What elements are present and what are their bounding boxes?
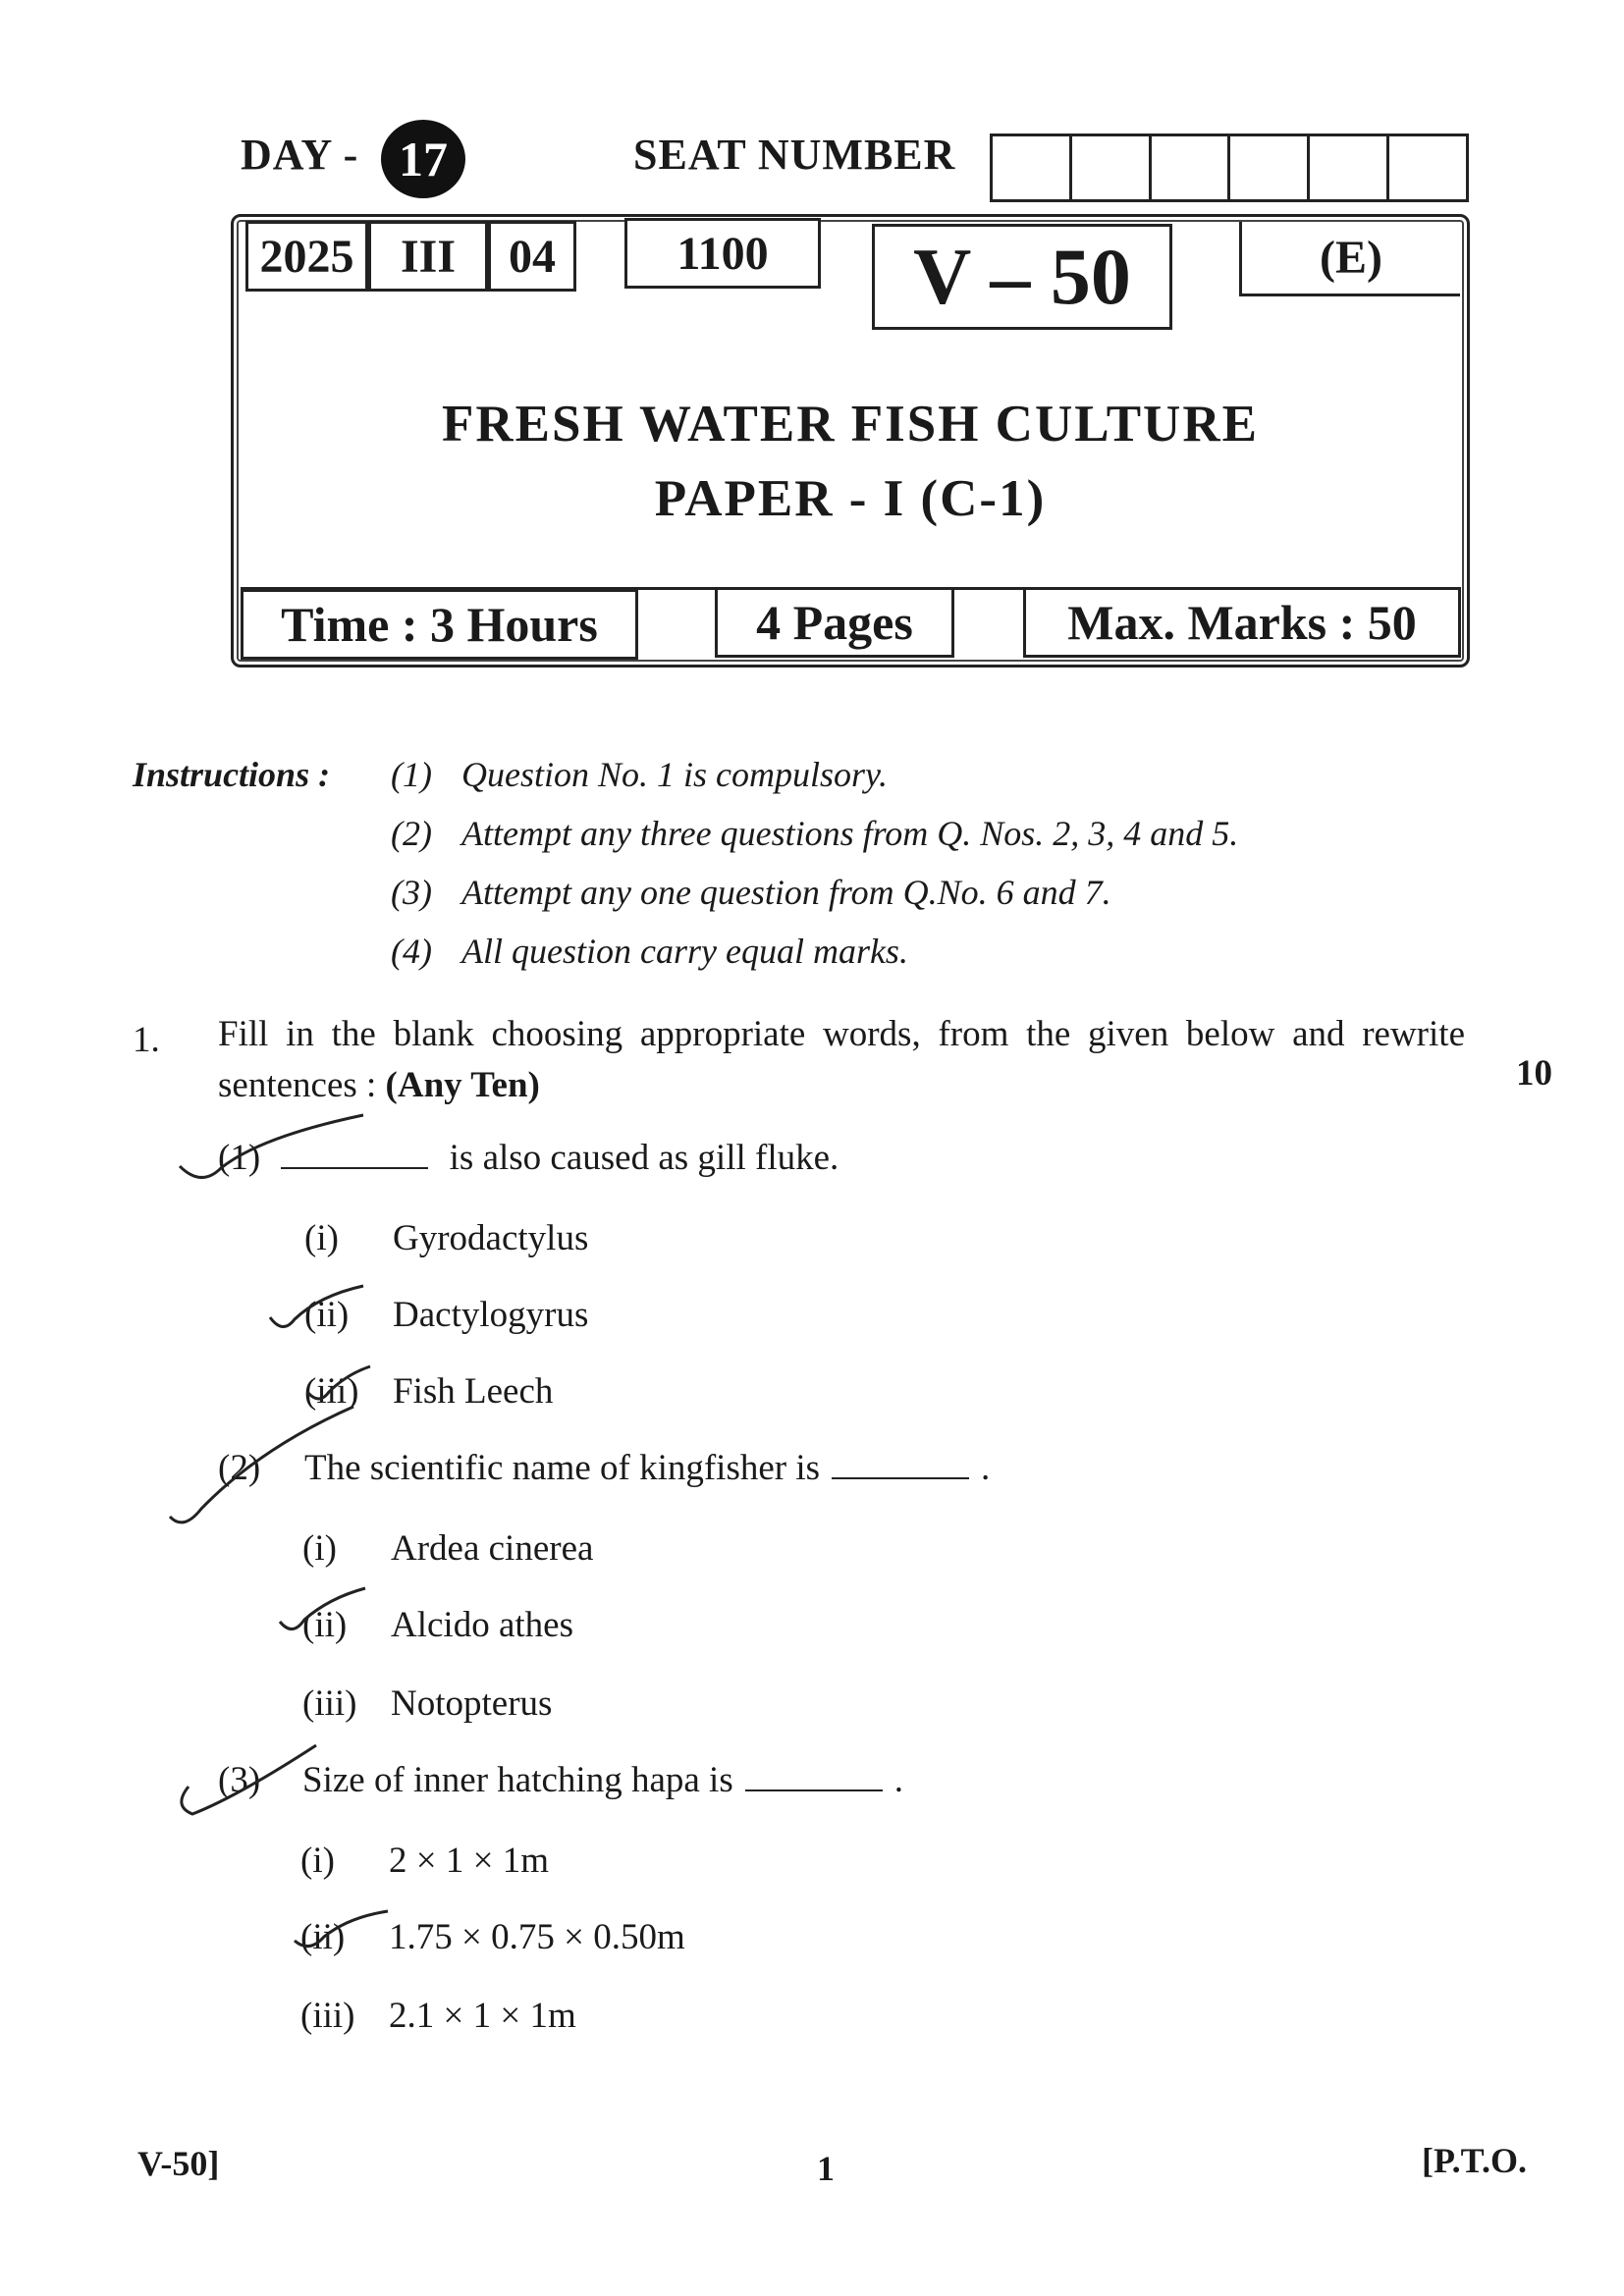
paper-title: PAPER - I (C-1)	[654, 470, 1047, 527]
tick-mark-icon	[275, 1580, 373, 1649]
instruction-number: (2)	[391, 814, 432, 853]
answer-blank	[832, 1448, 969, 1479]
instruction-item	[391, 931, 908, 972]
sub-question-text: Size of inner hatching hapa is	[302, 1760, 733, 1800]
sub-question-punct: .	[981, 1448, 991, 1488]
option-number: (iii)	[302, 1683, 357, 1724]
sub-question-text: is also caused as gill fluke.	[449, 1138, 839, 1178]
footer-paper-code: V-50]	[137, 2144, 220, 2183]
option	[300, 1840, 549, 1882]
sub-question-number: (2)	[218, 1448, 261, 1488]
code-year: 2025	[245, 221, 368, 292]
language-code: (E)	[1239, 222, 1460, 296]
instructions-label: Instructions :	[133, 755, 331, 794]
paper-code: V – 50	[872, 224, 1172, 330]
option	[302, 1682, 552, 1725]
tick-mark-icon	[290, 1899, 398, 1958]
pages-box: 4 Pages	[715, 587, 954, 658]
seat-number-boxes	[990, 133, 1469, 202]
please-turn-over: [P.T.O.	[1422, 2141, 1528, 2180]
code-time: 1100	[624, 218, 821, 289]
option	[300, 1995, 576, 2037]
sub-question-number: (3)	[218, 1760, 261, 1800]
question-text-any-ten: (Any Ten)	[385, 1065, 540, 1105]
option-number: (ii)	[304, 1295, 350, 1335]
instruction-text: Attempt any three questions from Q. Nos. 2, 3, 4 and 5.	[461, 814, 1239, 853]
option-text: Gyrodactylus	[393, 1218, 589, 1258]
option-number: (ii)	[300, 1917, 346, 1957]
seat-box	[1230, 136, 1310, 199]
option-number: (iii)	[304, 1371, 359, 1412]
instruction-number: (4)	[391, 932, 432, 971]
option-number: (ii)	[302, 1605, 348, 1645]
option-text: 2 × 1 × 1m	[389, 1841, 550, 1881]
option-number: (i)	[302, 1528, 337, 1569]
sub-question-number: (1)	[218, 1138, 261, 1178]
day-number-badge: 17	[381, 120, 465, 198]
question-text	[218, 1009, 1465, 1111]
code-roman: III	[368, 221, 488, 292]
code-number: 04	[488, 221, 576, 292]
instruction-text: Question No. 1 is compulsory.	[461, 755, 889, 794]
seat-box	[1152, 136, 1231, 199]
page-number: 1	[817, 2149, 835, 2188]
option-number: (i)	[300, 1841, 335, 1881]
instruction-item	[391, 754, 888, 795]
option	[304, 1217, 588, 1259]
max-marks-box: Max. Marks : 50	[1023, 587, 1461, 658]
option-text: Dactylogyrus	[393, 1295, 589, 1335]
option-text: Notopterus	[391, 1683, 553, 1724]
question-text-main: Fill in the blank choosing appropriate words, from the given below and rewrite sentences :	[218, 1014, 1465, 1105]
instruction-number: (3)	[391, 873, 432, 912]
seat-box	[1389, 136, 1466, 199]
question-number: 1.	[133, 1020, 160, 1060]
option-number: (i)	[304, 1218, 339, 1258]
question-marks: 10	[1516, 1053, 1552, 1094]
tick-mark-icon	[169, 1737, 326, 1836]
instruction-number: (1)	[391, 755, 432, 794]
time-box: Time : 3 Hours	[241, 589, 638, 660]
answer-blank	[745, 1760, 883, 1791]
option-text: Alcido athes	[391, 1605, 573, 1645]
instruction-item	[391, 872, 1111, 913]
seat-number-label: SEAT NUMBER	[633, 131, 956, 179]
seat-box	[1310, 136, 1389, 199]
tick-mark-icon	[162, 1399, 358, 1536]
option-text: Fish Leech	[393, 1371, 554, 1412]
seat-box	[993, 136, 1072, 199]
tick-mark-icon	[265, 1276, 373, 1345]
option-text: 2.1 × 1 × 1m	[389, 1996, 576, 2036]
exam-title: FRESH WATER FISH CULTURE	[442, 396, 1259, 453]
instruction-text: All question carry equal marks.	[461, 932, 908, 971]
sub-question-text: The scientific name of kingfisher is	[304, 1448, 821, 1488]
option-number: (iii)	[300, 1996, 355, 2036]
tick-mark-icon	[172, 1107, 368, 1205]
instruction-item	[391, 813, 1238, 854]
seat-box	[1072, 136, 1152, 199]
instruction-text: Attempt any one question from Q.No. 6 and 7.	[461, 873, 1111, 912]
sub-question-punct: .	[893, 1760, 903, 1800]
day-label: DAY -	[241, 131, 359, 179]
option-text: Ardea cinerea	[391, 1528, 594, 1569]
option-text: 1.75 × 0.75 × 0.50m	[389, 1917, 685, 1957]
